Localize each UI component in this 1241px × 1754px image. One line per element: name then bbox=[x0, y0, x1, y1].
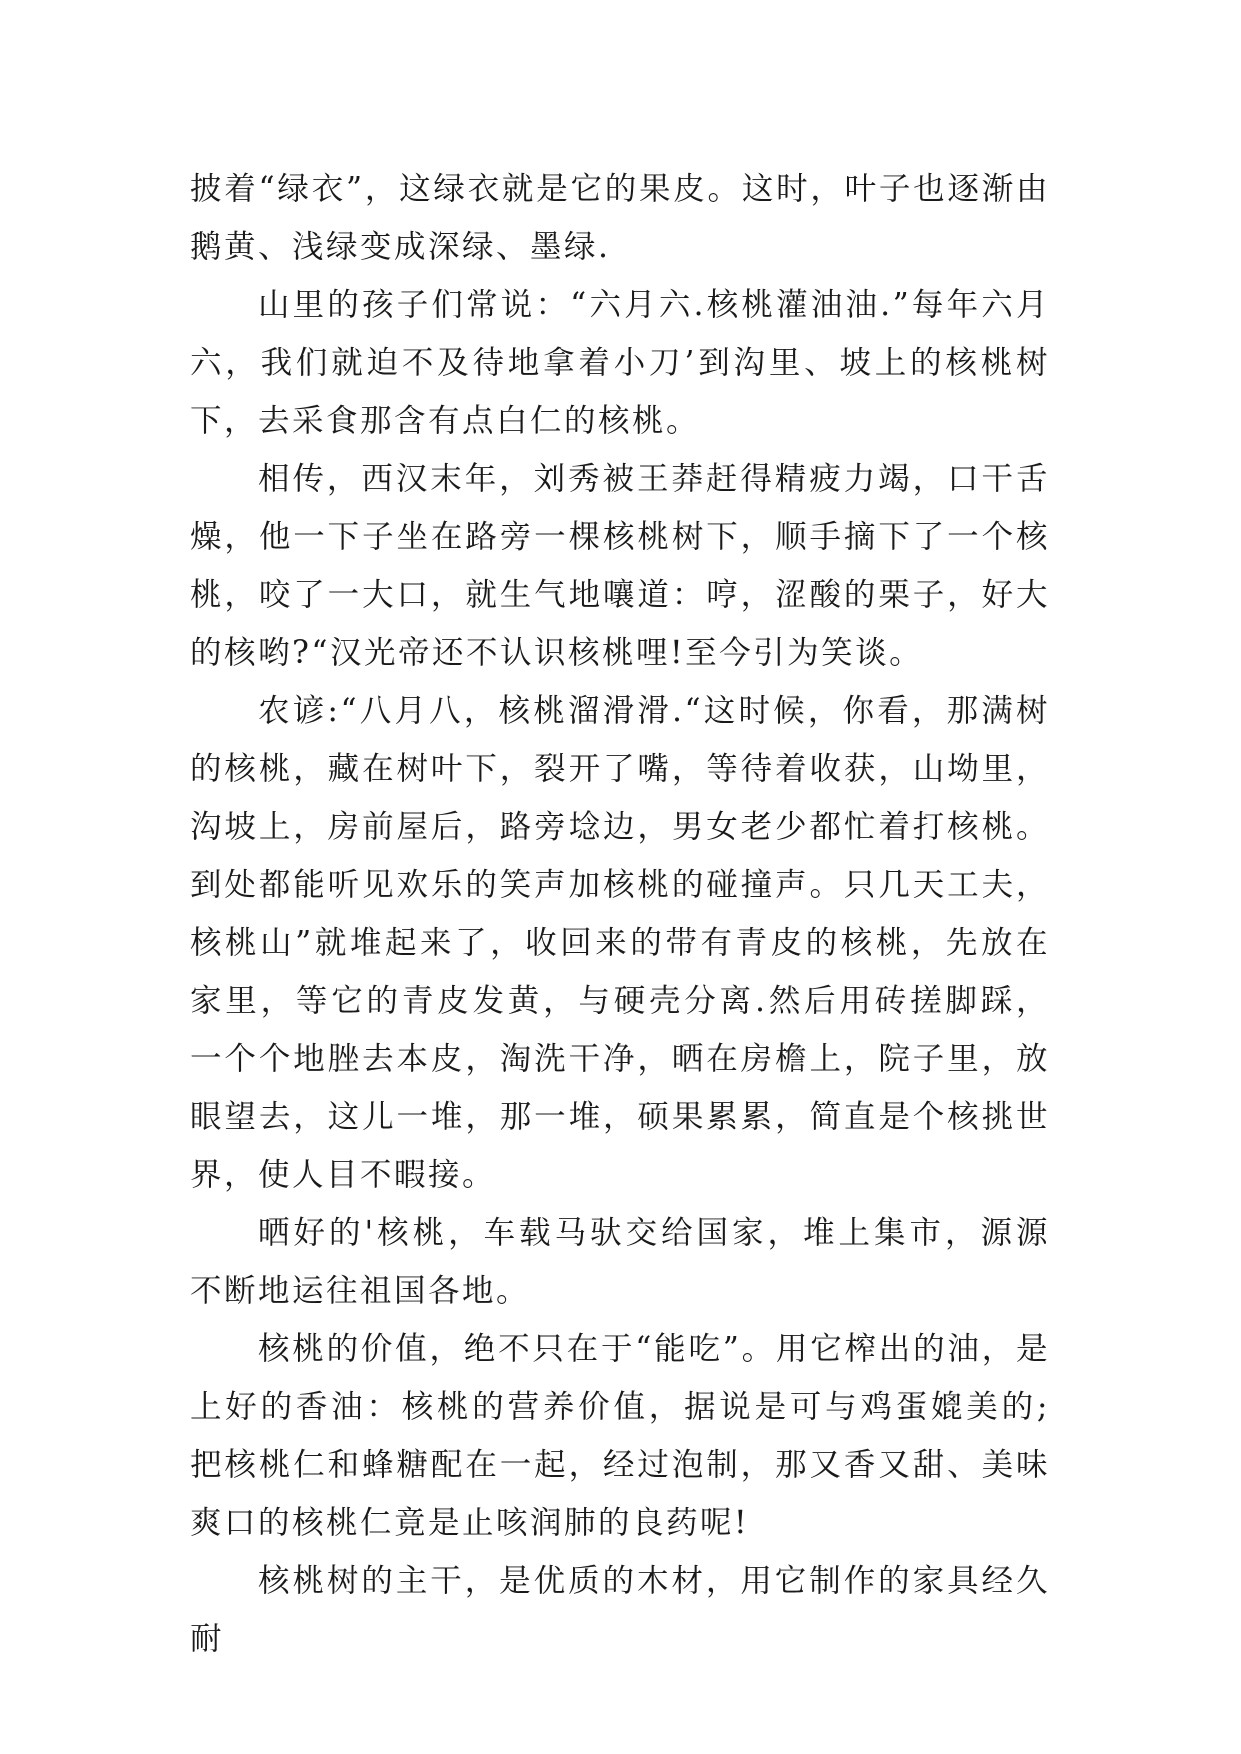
paragraph: 披着“绿衣”，这绿衣就是它的果皮。这时，叶子也逐渐由鹅黄、浅绿变成深绿、墨绿. bbox=[190, 171, 1050, 265]
paragraph: 核桃的价值，绝不只在于“能吃”。用它榨出的油，是上好的香油：核桃的营养价值，据说是可与鸡蛋媲美的;把核桃仁和蜂糖配在一起，经过泡制，那又香又甜、美味爽口的核桃仁竟是止咳润肺的良药呢! bbox=[190, 1331, 1050, 1541]
paragraph: 农谚:“八月八，核桃溜滑滑.“这时候，你看，那满树的核桃，藏在树叶下，裂开了嘴，等待着收获，山坳里，沟坡上，房前屋后，路旁埝边，男女老少都忙着打核桃。到处都能听见欢乐的笑声加核桃的碰撞声。只几天工夫，核桃山”就堆起来了，收回来的带有青皮的核桃，先放在家里，等它的青皮发黄，与硬壳分离.然后用砖搓脚踩，一个个地脞去本皮，淘洗干净，晒在房檐上，院子里，放眼望去，这儿一堆，那一堆，硕果累累，简直是个核挑世界，使人目不暇接。 bbox=[190, 693, 1050, 1193]
paragraph: 晒好的'核桃，车载马驮交给国家，堆上集市，源源不断地运往祖国各地。 bbox=[190, 1215, 1050, 1309]
body-text bbox=[190, 160, 1050, 1668]
paragraph: 核桃树的主干，是优质的木材，用它制作的家具经久耐 bbox=[190, 1563, 1050, 1657]
paragraph: 相传，西汉末年，刘秀被王莽赶得精疲力竭，口干舌燥，他一下子坐在路旁一棵核桃树下，顺手摘下了一个核桃，咬了一大口，就生气地嚷道：哼，涩酸的栗子，好大的核哟?“汉光帝还不认识核桃哩!至今引为笑谈。 bbox=[190, 461, 1050, 671]
paragraph: 山里的孩子们常说：“六月六.核桃灌油油.”每年六月六，我们就迫不及待地拿着小刀’到沟里、坡上的核桃树下，去采食那含有点白仁的核桃。 bbox=[190, 287, 1050, 439]
